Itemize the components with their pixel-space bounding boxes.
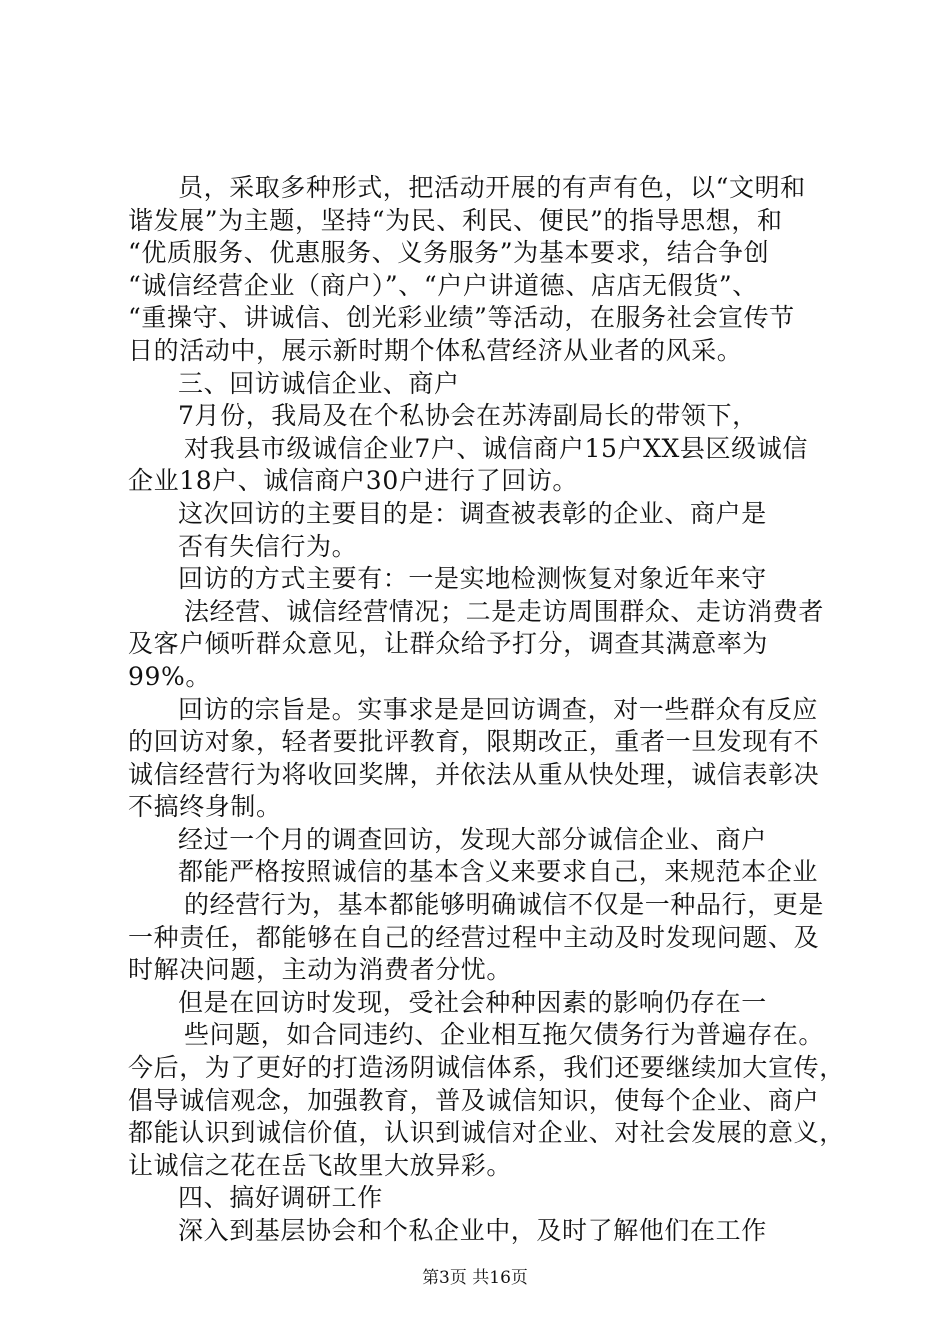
text-line: 今后，为了更好的打造汤阴诚信体系，我们还要继续加大宣传， [128,1053,845,1083]
document-body [128,172,845,1248]
text-line: 但是在回访时发现，受社会种种因素的影响仍存在一 [178,987,767,1017]
text-line: 诚信经营行为将收回奖牌，并依法从重从快处理，诚信表彰决 [128,759,820,789]
text-line: 企业18户、诚信商户30户进行了回访。 [128,466,579,496]
text-line: 三、回访诚信企业、商户 [178,368,460,398]
text-line: 员，采取多种形式，把活动开展的有声有色，以“文明和 [178,173,806,202]
text-line: 法经营、诚信经营情况；二是走访周围群众、走访消费者 [184,596,825,626]
text-line: “重操守、讲诚信、创光彩业绩”等活动，在服务社会宣传节 [128,303,795,333]
text-line: 四、搞好调研工作 [178,1183,383,1213]
text-line: 对我县市级诚信企业7户、诚信商户15户XX县区级诚信 [184,433,808,463]
text-line: 的经营行为，基本都能够明确诚信不仅是一种品行，更是 [184,890,825,920]
text-line: 回访的宗旨是。实事求是是回访调查，对一些群众有反应 [178,694,819,724]
text-line: 都能严格按照诚信的基本含义来要求自己，来规范本企业 [178,857,819,887]
text-line: 不搞终身制。 [128,792,282,822]
text-line: 这次回访的主要目的是：调查被表彰的企业、商户是 [178,498,767,528]
text-line: 及客户倾听群众意见，让群众给予打分，调查其满意率为 [128,629,769,659]
text-line: 时解决问题，主动为消费者分忧。 [128,955,513,985]
text-line: 深入到基层协会和个私企业中，及时了解他们在工作 [178,1216,767,1245]
text-line: 7月份，我局及在个私协会在苏涛副局长的带领下， [178,401,758,431]
text-line: 都能认识到诚信价值，认识到诚信对企业、对社会发展的意义， [128,1118,845,1148]
text-line: 回访的方式主要有：一是实地检测恢复对象近年来守 [178,564,767,594]
text-line: 否有失信行为。 [178,531,358,561]
text-line: “优质服务、优惠服务、义务服务”为基本要求，结合争创 [128,238,770,268]
text-line: “诚信经营企业（商户）”、“户户讲道德、店店无假货”、 [128,270,758,300]
page-footer: 第3页 共16页 [422,1268,528,1288]
text-line: 的回访对象，轻者要批评教育，限期改正，重者一旦发现有不 [128,727,820,757]
text-line: 99%。 [128,661,211,691]
text-line: 让诚信之花在岳飞故里大放异彩。 [128,1150,513,1180]
text-line: 经过一个月的调查回访，发现大部分诚信企业、商户 [178,824,767,854]
text-line: 一种责任，都能够在自己的经营过程中主动及时发现问题、及 [128,922,820,952]
text-line: 谐发展”为主题，坚持“为民、利民、便民”的指导思想，和 [128,205,783,235]
text-line: 倡导诚信观念，加强教育，普及诚信知识，使每个企业、商户 [128,1085,820,1115]
text-line: 日的活动中，展示新时期个体私营经济从业者的风采。 [128,335,743,365]
text-line: 些问题，如合同违约、企业相互拖欠债务行为普遍存在。 [184,1020,825,1050]
